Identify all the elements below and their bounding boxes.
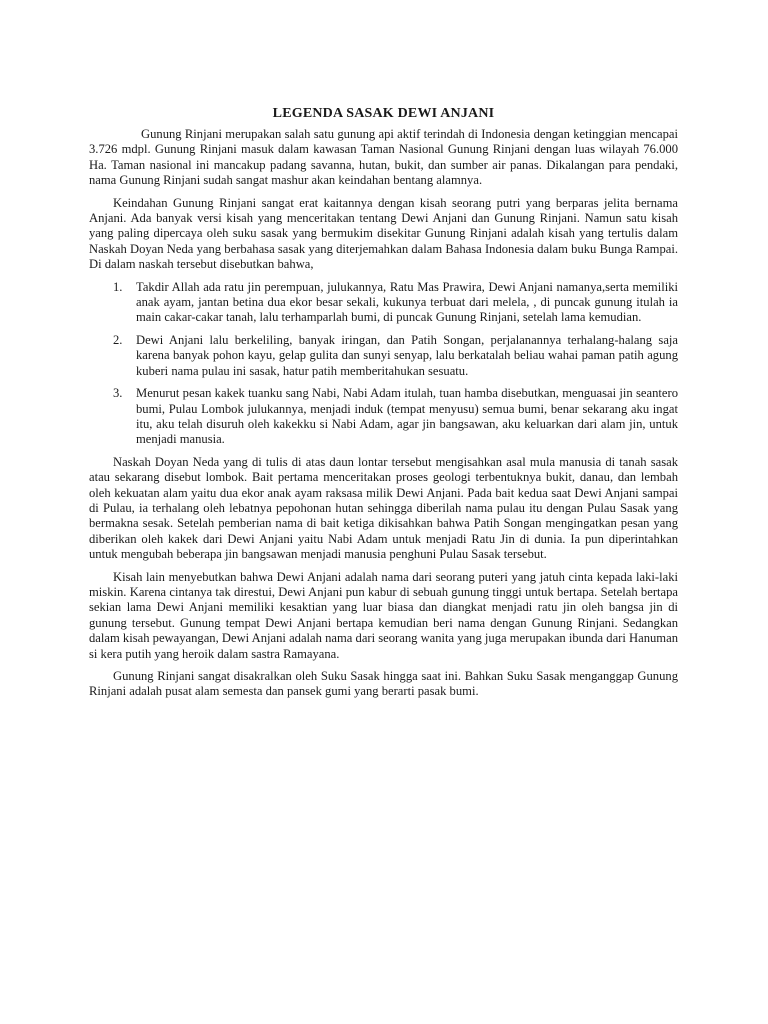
document-title: LEGENDA SASAK DEWI ANJANI [272, 106, 495, 121]
paragraph: Gunung Rinjani merupakan salah satu gunung api aktif terindah di Indonesia dengan ketinggian mencapai 3.726 mdpl. Gunung Rinjani masuk dalam kawasan Taman Nasional Gunung Rinjani dengan luas wilayah 76.000 Ha. Taman nasional ini mancakup padang savanna, hutan, bukit, dan sumber air panas. Dikalangan para pendaki, nama Gunung Rinjani sudah sangat mashur akan keindahan bentang alamnya. [89, 127, 678, 188]
paragraph: Kisah lain menyebutkan bahwa Dewi Anjani adalah nama dari seorang puteri yang jatuh cinta kepada laki-laki miskin. Karena cintanya tak direstui, Dewi Anjani pun kabur di sebuah gunung tinggi untuk bertapa. Setelah bertapa sekian lama Dewi Anjani memiliki kesaktian yang luar biasa dan diangkat menjadi ratu jin oleh bangsa jin di gunung tersebut. Gunung tempat Dewi Anjani bertapa kemudian beri nama dengan Gunung Rinjani. Sedangkan dalam kisah pewayangan, Dewi Anjani adalah nama dari seorang wanita yang juga merupakan ibunda dari Hanuman si kera putih yang heroik dalam sastra Ramayana. [89, 569, 678, 661]
paragraph: Keindahan Gunung Rinjani sangat erat kaitannya dengan kisah seorang putri yang berparas jelita bernama Anjani. Ada banyak versi kisah yang menceritakan tentang Dewi Anjani dan Gunung Rinjani. Namun satu kisah yang paling dipercaya oleh suku sasak yang bermukim disekitar Gunung Rinjani adalah kisah yang tertulis dalam Naskah Doyan Neda yang berbahasa sasak yang diterjemahkan dalam Bahasa Indonesia dalam buku Bunga Rampai. Di dalam naskah tersebut disebutkan bahwa, [89, 195, 678, 272]
numbered-list [89, 280, 678, 448]
paragraph: Naskah Doyan Neda yang di tulis di atas daun lontar tersebut mengisahkan asal mula manusia di tanah sasak atau sekarang disebut lombok. Bait pertama menceritakan proses geologi terbentuknya bukit, danau, dan lembah oleh kekuatan alam yaitu dua ekor anak ayam raksasa milik Dewi Anjani. Pada bait kedua saat Dewi Anjani sampai di Pulau, ia terhalang oleh lebatnya pepohonan hutan sehingga diberilah nama pulau itu dengan Pulau Sasak yang bermakna sesak. Setelah pemberian nama di bait ketiga dikisahkan bahwa Patih Songan mengingatkan pesan yang diberikan oleh kakek dari Dewi Anjani yaitu Nabi Adam untuk menjadi Ratu Jin di dunia. Ia pun diperintahkan untuk mengubah beberapa jin bangsawan menjadi manusia penghuni Pulau Sasak tersebut. [89, 454, 678, 562]
list-item [89, 333, 678, 379]
paragraph: Gunung Rinjani sangat disakralkan oleh Suku Sasak hingga saat ini. Bahkan Suku Sasak menganggap Gunung Rinjani adalah pusat alam semesta dan pansek gumi yang berarti pasak bumi. [89, 669, 678, 699]
list-item-text: Dewi Anjani lalu berkeliling, banyak iringan, dan Patih Songan, perjalanannya terhalang-halang saja karena banyak pohon kayu, gelap gulita dan sunyi senyap, lalu berkatalah beliau wahai paman patih agung kuberi nama pulau ini sasak, hatur patih memberitahukan sesuatu. [136, 332, 678, 378]
list-item-number: 2. [113, 332, 123, 347]
list-item [89, 280, 678, 326]
document-body [89, 106, 678, 707]
list-item [89, 386, 678, 448]
list-item-text: Takdir Allah ada ratu jin perempuan, julukannya, Ratu Mas Prawira, Dewi Anjani namanya,serta memiliki anak ayam, jantan betina dua ekor besar sekali, kukunya terbuat dari melela, , di puncak gunung itulah ia main cakar-cakar tanah, lalu terhamparlah bumi, di puncak Gunung Rinjani, setelah lama kemudian. [136, 279, 678, 325]
list-item-number: 1. [113, 279, 123, 294]
list-item-number: 3. [113, 386, 123, 401]
list-item-text: Menurut pesan kakek tuanku sang Nabi, Nabi Adam itulah, tuan hamba disebutkan, menguasai jin seantero bumi, Pulau Lombok julukannya, menjadi induk (tempat menyusu) semua bumi, benar sekarang aku ingat itu, aku telah disuruh oleh kakekku si Nabi Adam, agar jin bangsawan, aku keluarkan dari alam jin, untuk menjadi manusia. [136, 386, 678, 447]
